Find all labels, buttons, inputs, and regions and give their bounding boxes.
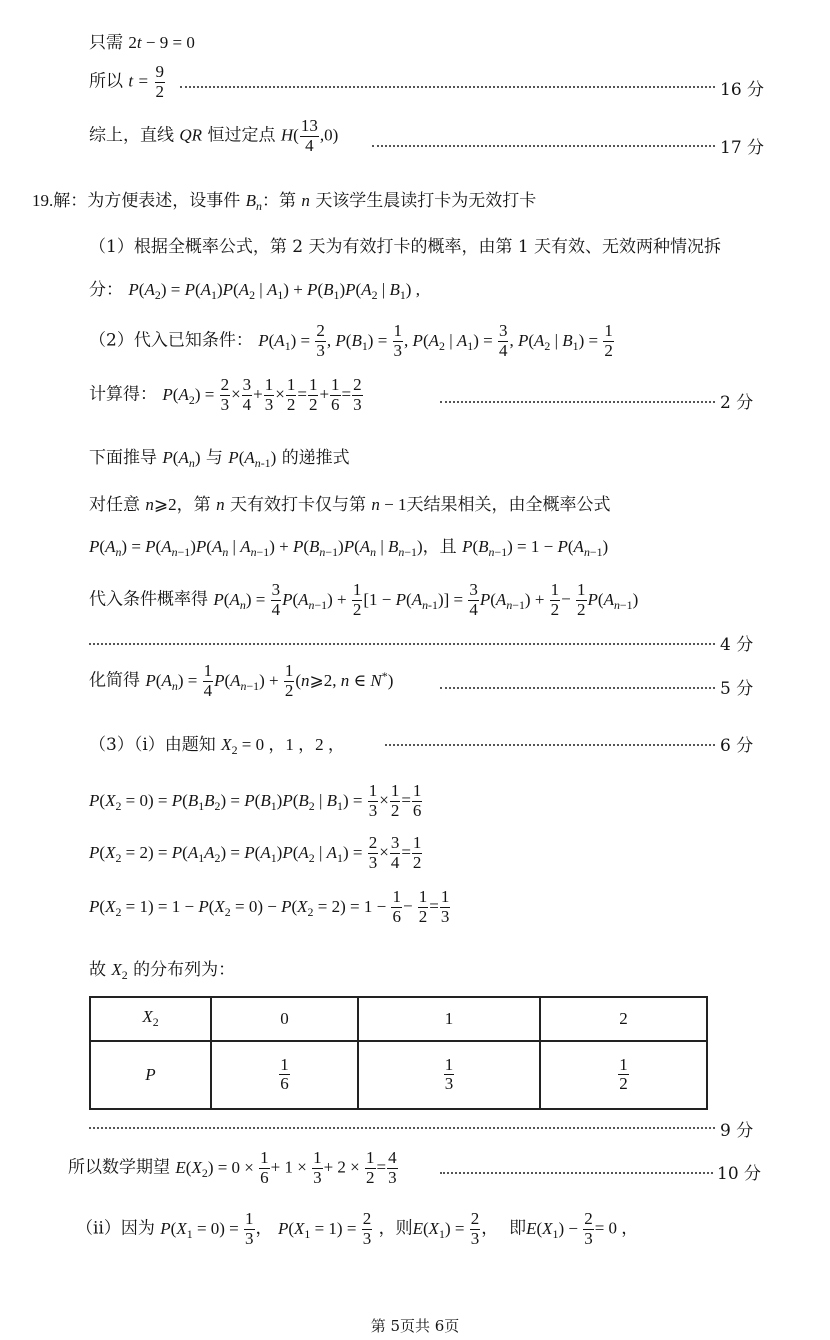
- score-4: 4 分: [720, 635, 754, 655]
- table-cell: 2: [540, 997, 707, 1041]
- table-row: [90, 1041, 707, 1109]
- part3-text: （3）（ⅰ）由题知 $X_2 = 0$ ，1 ，2 ，: [89, 735, 345, 758]
- table-cell: $\frac{1}{3}$: [358, 1041, 540, 1109]
- dots-2: [440, 401, 715, 403]
- part2-given: （2）代入已知条件： $P(A_1)$ = $\frac{2}{3}$ , $P(B_1)$ = $\frac{1}{3}$ , $P(A_2$ | $A_1$) = $\frac{3}{4}$ , $P(A_2$ | $B_1$) = $\frac{1}{2}$: [89, 321, 613, 360]
- expectation-line: 所以数学期望 $E(X_2) = 0$ × $\frac{1}{6}$ + 1 × $\frac{1}{3}$ + 2 × $\frac{1}{2}$ = $\frac{4}{3}$: [68, 1148, 397, 1187]
- distribution-table: [89, 996, 708, 1110]
- dots-17: [372, 145, 715, 147]
- any-n-line: 对任意 n⩾2，第 n 天有效打卡仅与第 n − 1天结果相关，由全概率公式: [89, 495, 611, 515]
- dots-5: [440, 687, 715, 689]
- px2-0: $P(X_2 = 0) = P(B_1B_2) = P(B_1)P(B_2$ | $B_1$) = $\frac{1}{3}$ × $\frac{1}{2}$ = $\frac{1}{6}$: [89, 781, 422, 820]
- score-5: 5 分: [720, 679, 754, 699]
- table-row-label: P: [90, 1041, 211, 1109]
- simplify-line: 化简得 $P(A_n)$ = $\frac{1}{4}$ $P(A_{n-1})$ + $\frac{1}{2}$ (n⩾2, n ∈ N*): [89, 661, 394, 700]
- dots-9: [89, 1127, 715, 1129]
- table-cell: 0: [211, 997, 358, 1041]
- score-10: 10 分: [717, 1164, 762, 1184]
- table-cell: $\frac{1}{6}$: [211, 1041, 358, 1109]
- calc-line: 计算得： $P(A_2)$ = $\frac{2}{3}$ × $\frac{3}{4}$ + $\frac{1}{3}$ × $\frac{1}{2}$ = $\frac{1}{2}$ + $\frac{1}{6}$ = $\frac{2}{3}$: [89, 375, 362, 414]
- score-2: 2 分: [720, 393, 754, 413]
- dots-4: [89, 643, 715, 645]
- derive-line: 下面推导 $P(A_n)$ 与 $P(A_{n-1})$ 的递推式: [89, 448, 350, 471]
- score-6: 6 分: [720, 736, 754, 756]
- px2-1: $P(X_2 = 1) = 1 - P(X_2 = 0) - P(X_2 = 2) = 1$ − $\frac{1}{6}$ − $\frac{1}{2}$ = $\frac{1}{3}$: [89, 887, 450, 926]
- score-9: 9 分: [720, 1121, 754, 1141]
- table-cell: $\frac{1}{2}$: [540, 1041, 707, 1109]
- part1-formula: 分： $P(A_2) = P(A_1)P(A_2$ | $A_1) + P(B_1)P(A_2$ | $B_1$) ,: [89, 280, 420, 303]
- px2-2: $P(X_2 = 2) = P(A_1A_2) = P(A_1)P(A_2$ | $A_1$) = $\frac{2}{3}$ × $\frac{3}{4}$ = $\frac{1}{2}$: [89, 833, 422, 872]
- line-only-need: 只需 2t − 9 = 0: [89, 33, 195, 53]
- score-17: 17 分: [720, 138, 765, 158]
- recursion-formula: $P(A_n) = P(A_{n-1})P(A_n$ | $A_{n-1}) + P(B_{n-1})P(A_n$ | $B_{n-1}$)，且 $P(B_{n-1}) = 1 - P(A_{n-1})$: [89, 537, 609, 560]
- dist-label: 故 $X_2$ 的分布列为：: [89, 960, 236, 983]
- line-so-t: 所以 t = $\frac{9}{2}$: [89, 62, 165, 101]
- part1-text: （1）根据全概率公式，第 2 天为有效打卡的概率，由第 1 天有效、无效两种情况拆: [89, 237, 722, 257]
- line-fixed-point: 综上，直线 QR 恒过定点 H( $\frac{13}{4}$ ,0): [89, 116, 339, 155]
- score-16: 16 分: [720, 80, 765, 100]
- page-footer: 第 5页共 6页: [370, 1317, 460, 1335]
- dots-10: [440, 1172, 713, 1174]
- substitute-line: 代入条件概率得 $P(A_n)$ = $\frac{3}{4}$ $P(A_{n-1})$ + $\frac{1}{2}$ $[1 - P(A_{n-1})]$ = $\frac{3}{4}$ $P(A_{n-1})$ + $\frac{1}{2}$ − $\frac{1}{2}$ $P(A_{n-1})$: [89, 580, 639, 619]
- table-header-label: $X_2$: [90, 997, 211, 1041]
- dots-6: [385, 744, 715, 746]
- dots-16: [180, 86, 715, 88]
- q19-intro: 19.解：为方便表述，设事件 $B_n$：第 n 天该学生晨读打卡为无效打卡: [32, 191, 537, 214]
- table-cell: 1: [358, 997, 540, 1041]
- part-ii-line: （ⅱ）因为 $P(X_1 = 0)$ = $\frac{1}{3}$ ， $P(X_1 = 1)$ = $\frac{2}{3}$ ，则$E(X_1)$ = $\frac{2}{3}$ ， 即$E(X_1)$ − $\frac{2}{3}$ = 0 ，: [76, 1209, 639, 1248]
- table-row: [90, 997, 707, 1041]
